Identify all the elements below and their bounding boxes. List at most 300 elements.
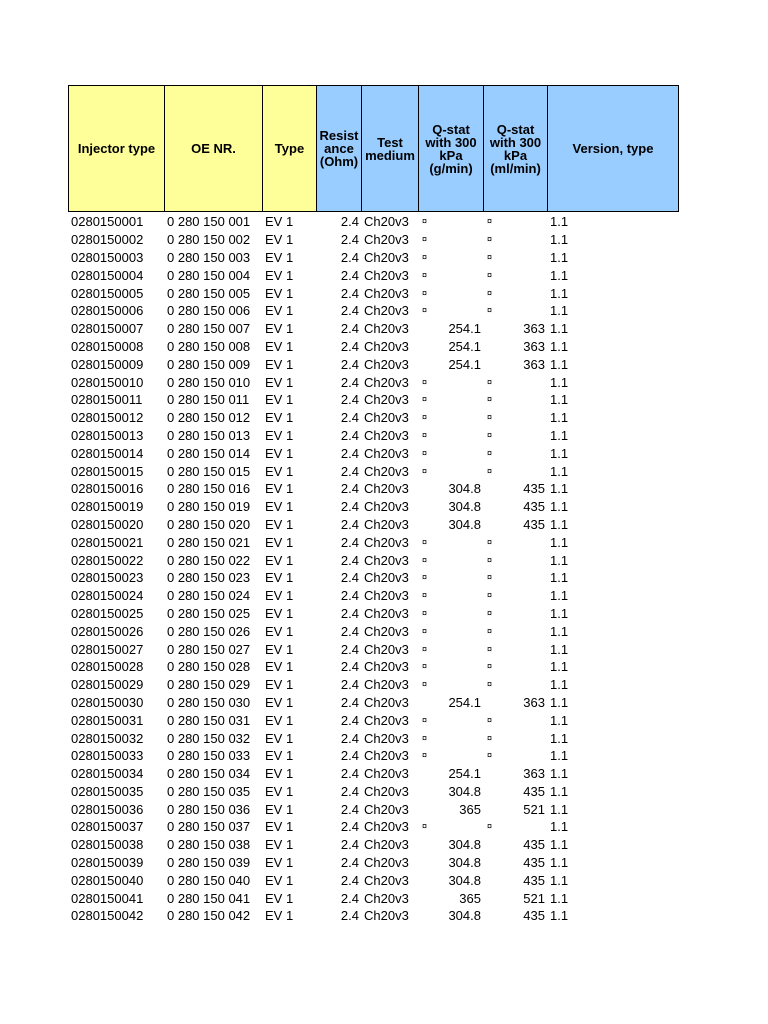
cell-oe-nr: 0 280 150 009 (167, 356, 251, 372)
cell-resistance: 2.4 (340, 338, 359, 354)
cell-test-medium: Ch20v3 (364, 463, 409, 479)
cell-injector-type: 0280150034 (71, 766, 144, 782)
cell-resistance: 2.4 (340, 677, 359, 693)
cell-oe-nr: 0 280 150 024 (167, 588, 251, 604)
cell-oe-nr: 0 280 150 042 (167, 908, 251, 924)
cell-qstat-gmin: 304.8 (448, 783, 481, 799)
cell-resistance: 2.4 (340, 623, 359, 639)
table-row (68, 569, 678, 587)
cell-qstat-mlmin: ¤ (487, 251, 493, 262)
cell-test-medium: Ch20v3 (364, 481, 409, 497)
cell-qstat-mlmin: ¤ (487, 679, 493, 690)
cell-oe-nr: 0 280 150 037 (167, 819, 251, 835)
cell-injector-type: 0280150001 (71, 214, 144, 230)
cell-resistance: 2.4 (340, 712, 359, 728)
cell-qstat-mlmin: ¤ (487, 750, 493, 761)
cell-type: EV 1 (265, 801, 294, 817)
cell-type: EV 1 (265, 427, 294, 443)
header-type: Type (263, 86, 317, 212)
cell-oe-nr: 0 280 150 031 (167, 712, 251, 728)
cell-injector-type: 0280150012 (71, 410, 144, 426)
cell-oe-nr: 0 280 150 038 (167, 837, 251, 853)
table-row (68, 747, 678, 765)
cell-version-type: 1.1 (550, 766, 569, 782)
cell-type: EV 1 (265, 463, 294, 479)
cell-resistance: 2.4 (340, 641, 359, 657)
cell-test-medium: Ch20v3 (364, 356, 409, 372)
header-qstat-mlmin: Q-stat with 300 kPa (ml/min) (484, 86, 548, 212)
cell-oe-nr: 0 280 150 040 (167, 872, 251, 888)
cell-type: EV 1 (265, 552, 294, 568)
cell-qstat-gmin: 304.8 (448, 499, 481, 515)
table-row (68, 871, 678, 889)
cell-version-type: 1.1 (550, 659, 569, 675)
cell-resistance: 2.4 (340, 534, 359, 550)
cell-qstat-mlmin: ¤ (487, 234, 493, 245)
header-table (68, 85, 679, 212)
cell-oe-nr: 0 280 150 005 (167, 285, 251, 301)
cell-qstat-mlmin: 435 (523, 783, 545, 799)
cell-oe-nr: 0 280 150 016 (167, 481, 251, 497)
cell-oe-nr: 0 280 150 012 (167, 410, 251, 426)
cell-qstat-mlmin: 363 (523, 338, 545, 354)
cell-qstat-gmin: 254.1 (448, 338, 481, 354)
table-row (68, 658, 678, 676)
cell-qstat-gmin: ¤ (422, 412, 428, 423)
cell-type: EV 1 (265, 481, 294, 497)
cell-injector-type: 0280150020 (71, 516, 144, 532)
cell-resistance: 2.4 (340, 445, 359, 461)
cell-type: EV 1 (265, 783, 294, 799)
cell-resistance: 2.4 (340, 392, 359, 408)
cell-injector-type: 0280150037 (71, 819, 144, 835)
cell-resistance: 2.4 (340, 427, 359, 443)
cell-version-type: 1.1 (550, 783, 569, 799)
cell-version-type: 1.1 (550, 872, 569, 888)
cell-qstat-mlmin: ¤ (487, 714, 493, 725)
cell-version-type: 1.1 (550, 819, 569, 835)
cell-qstat-gmin: ¤ (422, 447, 428, 458)
cell-oe-nr: 0 280 150 030 (167, 694, 251, 710)
table-row (68, 480, 678, 498)
cell-oe-nr: 0 280 150 034 (167, 766, 251, 782)
cell-test-medium: Ch20v3 (364, 445, 409, 461)
cell-test-medium: Ch20v3 (364, 285, 409, 301)
cell-qstat-gmin: ¤ (422, 643, 428, 654)
cell-version-type: 1.1 (550, 748, 569, 764)
cell-injector-type: 0280150021 (71, 534, 144, 550)
cell-test-medium: Ch20v3 (364, 730, 409, 746)
cell-qstat-gmin: ¤ (422, 536, 428, 547)
cell-oe-nr: 0 280 150 025 (167, 605, 251, 621)
cell-resistance: 2.4 (340, 410, 359, 426)
table-row (68, 284, 678, 302)
cell-qstat-mlmin: ¤ (487, 269, 493, 280)
cell-type: EV 1 (265, 356, 294, 372)
cell-qstat-mlmin: ¤ (487, 536, 493, 547)
cell-qstat-gmin: ¤ (422, 394, 428, 405)
cell-oe-nr: 0 280 150 036 (167, 801, 251, 817)
cell-injector-type: 0280150016 (71, 481, 144, 497)
table-row (68, 373, 678, 391)
cell-oe-nr: 0 280 150 041 (167, 890, 251, 906)
cell-test-medium: Ch20v3 (364, 249, 409, 265)
spreadsheet (68, 85, 679, 925)
cell-version-type: 1.1 (550, 321, 569, 337)
cell-type: EV 1 (265, 677, 294, 693)
table-row (68, 338, 678, 356)
cell-test-medium: Ch20v3 (364, 267, 409, 283)
cell-resistance: 2.4 (340, 374, 359, 390)
header-injector-type: Injector type (69, 86, 165, 212)
cell-qstat-mlmin: ¤ (487, 607, 493, 618)
cell-oe-nr: 0 280 150 027 (167, 641, 251, 657)
cell-version-type: 1.1 (550, 356, 569, 372)
cell-test-medium: Ch20v3 (364, 641, 409, 657)
cell-test-medium: Ch20v3 (364, 392, 409, 408)
cell-resistance: 2.4 (340, 837, 359, 853)
cell-resistance: 2.4 (340, 267, 359, 283)
cell-version-type: 1.1 (550, 374, 569, 390)
table-row (68, 391, 678, 409)
table-row (68, 889, 678, 907)
cell-resistance: 2.4 (340, 303, 359, 319)
cell-version-type: 1.1 (550, 267, 569, 283)
table-row (68, 231, 678, 249)
cell-test-medium: Ch20v3 (364, 534, 409, 550)
cell-version-type: 1.1 (550, 232, 569, 248)
table-row (68, 836, 678, 854)
cell-test-medium: Ch20v3 (364, 783, 409, 799)
cell-type: EV 1 (265, 872, 294, 888)
cell-test-medium: Ch20v3 (364, 552, 409, 568)
header-qstat-gmin: Q-stat with 300 kPa (g/min) (419, 86, 484, 212)
cell-oe-nr: 0 280 150 006 (167, 303, 251, 319)
cell-injector-type: 0280150010 (71, 374, 144, 390)
cell-qstat-gmin: ¤ (422, 376, 428, 387)
data-table (68, 213, 678, 925)
cell-version-type: 1.1 (550, 392, 569, 408)
cell-test-medium: Ch20v3 (364, 855, 409, 871)
table-row (68, 533, 678, 551)
cell-test-medium: Ch20v3 (364, 837, 409, 853)
cell-test-medium: Ch20v3 (364, 427, 409, 443)
cell-type: EV 1 (265, 445, 294, 461)
cell-version-type: 1.1 (550, 534, 569, 550)
cell-version-type: 1.1 (550, 214, 569, 230)
cell-qstat-mlmin: 435 (523, 908, 545, 924)
cell-qstat-mlmin: ¤ (487, 216, 493, 227)
cell-resistance: 2.4 (340, 214, 359, 230)
cell-oe-nr: 0 280 150 010 (167, 374, 251, 390)
cell-test-medium: Ch20v3 (364, 588, 409, 604)
table-row (68, 498, 678, 516)
cell-version-type: 1.1 (550, 837, 569, 853)
cell-test-medium: Ch20v3 (364, 516, 409, 532)
cell-version-type: 1.1 (550, 445, 569, 461)
cell-qstat-mlmin: 363 (523, 766, 545, 782)
cell-version-type: 1.1 (550, 855, 569, 871)
cell-qstat-gmin: ¤ (422, 287, 428, 298)
cell-type: EV 1 (265, 267, 294, 283)
cell-qstat-mlmin: 435 (523, 516, 545, 532)
cell-resistance: 2.4 (340, 766, 359, 782)
cell-test-medium: Ch20v3 (364, 232, 409, 248)
cell-resistance: 2.4 (340, 855, 359, 871)
cell-qstat-mlmin: ¤ (487, 554, 493, 565)
cell-qstat-mlmin: ¤ (487, 625, 493, 636)
cell-qstat-mlmin: 435 (523, 481, 545, 497)
cell-oe-nr: 0 280 150 014 (167, 445, 251, 461)
cell-injector-type: 0280150007 (71, 321, 144, 337)
cell-oe-nr: 0 280 150 020 (167, 516, 251, 532)
cell-test-medium: Ch20v3 (364, 321, 409, 337)
cell-version-type: 1.1 (550, 588, 569, 604)
cell-injector-type: 0280150024 (71, 588, 144, 604)
cell-oe-nr: 0 280 150 002 (167, 232, 251, 248)
cell-qstat-mlmin: ¤ (487, 376, 493, 387)
cell-qstat-gmin: ¤ (422, 429, 428, 440)
cell-oe-nr: 0 280 150 039 (167, 855, 251, 871)
cell-resistance: 2.4 (340, 463, 359, 479)
cell-oe-nr: 0 280 150 013 (167, 427, 251, 443)
cell-test-medium: Ch20v3 (364, 872, 409, 888)
cell-qstat-mlmin: 363 (523, 356, 545, 372)
table-row (68, 302, 678, 320)
cell-resistance: 2.4 (340, 356, 359, 372)
cell-qstat-gmin: ¤ (422, 572, 428, 583)
cell-resistance: 2.4 (340, 516, 359, 532)
cell-type: EV 1 (265, 766, 294, 782)
cell-qstat-gmin: 254.1 (448, 694, 481, 710)
cell-test-medium: Ch20v3 (364, 605, 409, 621)
cell-oe-nr: 0 280 150 008 (167, 338, 251, 354)
cell-version-type: 1.1 (550, 694, 569, 710)
table-row (68, 355, 678, 373)
table-row (68, 765, 678, 783)
cell-type: EV 1 (265, 748, 294, 764)
table-row (68, 907, 678, 925)
cell-version-type: 1.1 (550, 623, 569, 639)
cell-qstat-mlmin: ¤ (487, 412, 493, 423)
cell-qstat-gmin: ¤ (422, 607, 428, 618)
cell-oe-nr: 0 280 150 015 (167, 463, 251, 479)
cell-oe-nr: 0 280 150 001 (167, 214, 251, 230)
cell-resistance: 2.4 (340, 908, 359, 924)
cell-resistance: 2.4 (340, 890, 359, 906)
cell-type: EV 1 (265, 837, 294, 853)
cell-version-type: 1.1 (550, 516, 569, 532)
cell-resistance: 2.4 (340, 801, 359, 817)
cell-resistance: 2.4 (340, 783, 359, 799)
cell-type: EV 1 (265, 232, 294, 248)
cell-resistance: 2.4 (340, 872, 359, 888)
cell-qstat-mlmin: ¤ (487, 661, 493, 672)
header-version-type: Version, type (548, 86, 679, 212)
cell-injector-type: 0280150029 (71, 677, 144, 693)
cell-version-type: 1.1 (550, 801, 569, 817)
cell-qstat-mlmin: 521 (523, 801, 545, 817)
cell-type: EV 1 (265, 338, 294, 354)
cell-qstat-gmin: ¤ (422, 732, 428, 743)
cell-oe-nr: 0 280 150 011 (167, 392, 250, 408)
cell-injector-type: 0280150030 (71, 694, 144, 710)
cell-test-medium: Ch20v3 (364, 819, 409, 835)
cell-version-type: 1.1 (550, 463, 569, 479)
cell-qstat-gmin: ¤ (422, 234, 428, 245)
cell-resistance: 2.4 (340, 819, 359, 835)
cell-injector-type: 0280150042 (71, 908, 144, 924)
data-rows (68, 213, 678, 925)
cell-type: EV 1 (265, 214, 294, 230)
cell-qstat-gmin: 304.8 (448, 908, 481, 924)
cell-qstat-gmin: ¤ (422, 305, 428, 316)
cell-type: EV 1 (265, 534, 294, 550)
cell-qstat-mlmin: 435 (523, 499, 545, 515)
cell-test-medium: Ch20v3 (364, 570, 409, 586)
cell-oe-nr: 0 280 150 026 (167, 623, 251, 639)
cell-qstat-gmin: 304.8 (448, 837, 481, 853)
cell-oe-nr: 0 280 150 021 (167, 534, 251, 550)
table-row (68, 800, 678, 818)
cell-version-type: 1.1 (550, 481, 569, 497)
cell-injector-type: 0280150028 (71, 659, 144, 675)
cell-resistance: 2.4 (340, 730, 359, 746)
cell-qstat-gmin: 304.8 (448, 872, 481, 888)
cell-qstat-gmin: ¤ (422, 251, 428, 262)
cell-test-medium: Ch20v3 (364, 694, 409, 710)
cell-oe-nr: 0 280 150 003 (167, 249, 251, 265)
cell-oe-nr: 0 280 150 029 (167, 677, 251, 693)
cell-oe-nr: 0 280 150 007 (167, 321, 251, 337)
cell-oe-nr: 0 280 150 019 (167, 499, 251, 515)
cell-oe-nr: 0 280 150 004 (167, 267, 251, 283)
cell-injector-type: 0280150026 (71, 623, 144, 639)
cell-injector-type: 0280150033 (71, 748, 144, 764)
table-row (68, 516, 678, 534)
table-row (68, 551, 678, 569)
cell-version-type: 1.1 (550, 641, 569, 657)
cell-type: EV 1 (265, 908, 294, 924)
cell-resistance: 2.4 (340, 552, 359, 568)
cell-version-type: 1.1 (550, 730, 569, 746)
cell-test-medium: Ch20v3 (364, 338, 409, 354)
cell-resistance: 2.4 (340, 748, 359, 764)
cell-qstat-mlmin: 521 (523, 890, 545, 906)
table-row (68, 694, 678, 712)
cell-injector-type: 0280150015 (71, 463, 144, 479)
cell-test-medium: Ch20v3 (364, 499, 409, 515)
cell-version-type: 1.1 (550, 908, 569, 924)
table-row (68, 427, 678, 445)
cell-qstat-gmin: 304.8 (448, 516, 481, 532)
cell-test-medium: Ch20v3 (364, 801, 409, 817)
table-row (68, 587, 678, 605)
cell-resistance: 2.4 (340, 321, 359, 337)
cell-type: EV 1 (265, 890, 294, 906)
cell-test-medium: Ch20v3 (364, 908, 409, 924)
cell-injector-type: 0280150027 (71, 641, 144, 657)
cell-test-medium: Ch20v3 (364, 410, 409, 426)
cell-version-type: 1.1 (550, 338, 569, 354)
table-row (68, 854, 678, 872)
table-row (68, 676, 678, 694)
cell-qstat-mlmin: 435 (523, 837, 545, 853)
cell-injector-type: 0280150009 (71, 356, 144, 372)
cell-injector-type: 0280150013 (71, 427, 144, 443)
cell-qstat-gmin: ¤ (422, 750, 428, 761)
cell-type: EV 1 (265, 694, 294, 710)
cell-resistance: 2.4 (340, 605, 359, 621)
table-row (68, 818, 678, 836)
cell-injector-type: 0280150038 (71, 837, 144, 853)
cell-injector-type: 0280150011 (71, 392, 143, 408)
cell-version-type: 1.1 (550, 285, 569, 301)
cell-qstat-gmin: ¤ (422, 679, 428, 690)
cell-qstat-gmin: ¤ (422, 661, 428, 672)
table-row (68, 729, 678, 747)
cell-injector-type: 0280150005 (71, 285, 144, 301)
cell-type: EV 1 (265, 605, 294, 621)
cell-type: EV 1 (265, 641, 294, 657)
cell-test-medium: Ch20v3 (364, 748, 409, 764)
cell-qstat-mlmin: ¤ (487, 429, 493, 440)
cell-qstat-mlmin: ¤ (487, 732, 493, 743)
cell-oe-nr: 0 280 150 022 (167, 552, 251, 568)
cell-injector-type: 0280150002 (71, 232, 144, 248)
cell-type: EV 1 (265, 499, 294, 515)
cell-qstat-gmin: 304.8 (448, 481, 481, 497)
cell-qstat-gmin: ¤ (422, 216, 428, 227)
cell-test-medium: Ch20v3 (364, 303, 409, 319)
cell-qstat-gmin: ¤ (422, 465, 428, 476)
cell-qstat-mlmin: 363 (523, 321, 545, 337)
cell-oe-nr: 0 280 150 028 (167, 659, 251, 675)
cell-test-medium: Ch20v3 (364, 659, 409, 675)
cell-qstat-gmin: 254.1 (448, 356, 481, 372)
table-row (68, 462, 678, 480)
cell-qstat-mlmin: ¤ (487, 590, 493, 601)
cell-qstat-mlmin: ¤ (487, 447, 493, 458)
cell-injector-type: 0280150004 (71, 267, 144, 283)
cell-injector-type: 0280150025 (71, 605, 144, 621)
cell-type: EV 1 (265, 712, 294, 728)
cell-type: EV 1 (265, 570, 294, 586)
cell-oe-nr: 0 280 150 035 (167, 783, 251, 799)
cell-test-medium: Ch20v3 (364, 374, 409, 390)
cell-test-medium: Ch20v3 (364, 890, 409, 906)
table-row (68, 444, 678, 462)
cell-qstat-gmin: 254.1 (448, 766, 481, 782)
header-oe-nr: OE NR. (165, 86, 263, 212)
cell-qstat-gmin: ¤ (422, 269, 428, 280)
cell-test-medium: Ch20v3 (364, 712, 409, 728)
header-row (69, 86, 679, 212)
cell-type: EV 1 (265, 303, 294, 319)
cell-version-type: 1.1 (550, 570, 569, 586)
cell-injector-type: 0280150019 (71, 499, 144, 515)
cell-qstat-gmin: 254.1 (448, 321, 481, 337)
cell-resistance: 2.4 (340, 249, 359, 265)
cell-oe-nr: 0 280 150 033 (167, 748, 251, 764)
cell-type: EV 1 (265, 516, 294, 532)
cell-resistance: 2.4 (340, 232, 359, 248)
table-row (68, 622, 678, 640)
cell-injector-type: 0280150032 (71, 730, 144, 746)
cell-test-medium: Ch20v3 (364, 766, 409, 782)
cell-version-type: 1.1 (550, 427, 569, 443)
cell-qstat-gmin: 365 (459, 890, 481, 906)
